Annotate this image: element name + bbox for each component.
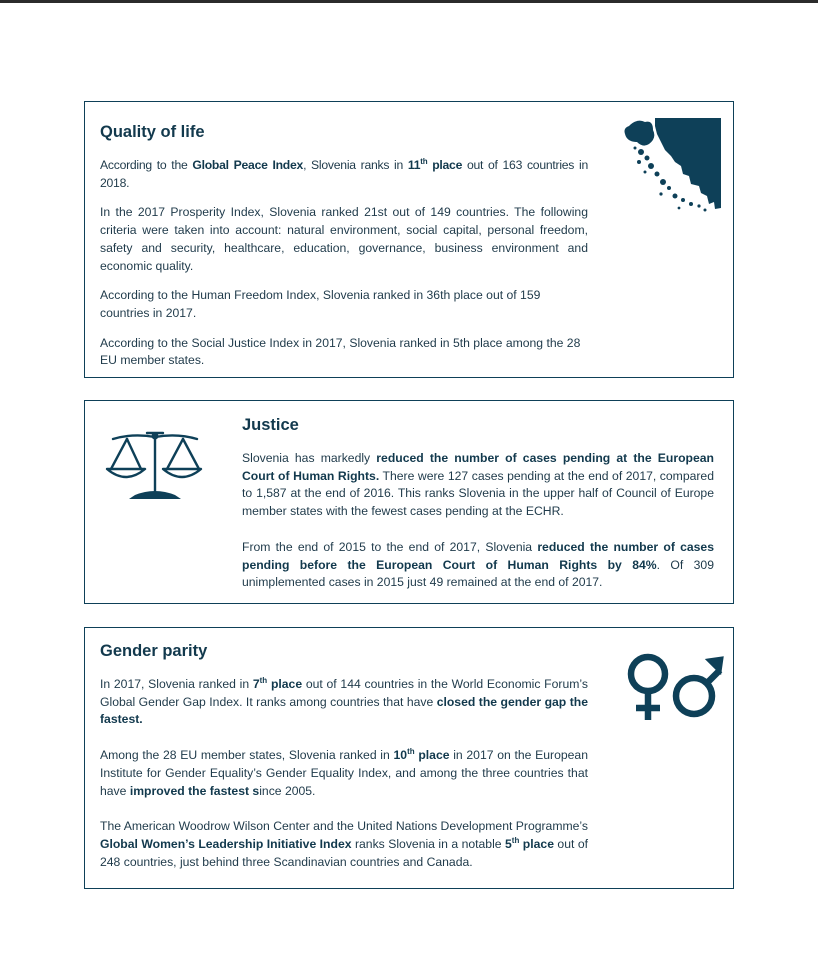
slovenia-map-icon bbox=[617, 116, 723, 214]
gender-text bbox=[100, 676, 588, 871]
scales-icon bbox=[105, 429, 205, 503]
quality-p4: According to the Social Justice Index in 2017, Slovenia ranked in 5th place among the 28 EU member states. bbox=[100, 335, 581, 368]
gender-title: Gender parity bbox=[100, 642, 208, 660]
quality-of-life-box bbox=[84, 101, 734, 378]
quality-p1: According to the Global Peace Index, Slovenia ranks in 11th place out of 163 countries in 2018. bbox=[100, 156, 588, 190]
justice-title: Justice bbox=[242, 416, 299, 434]
gender-symbols-icon bbox=[626, 650, 726, 724]
gender-p3: The American Woodrow Wilson Center and the United Nations Development Programme’s Global Women’s Leadership Initiative Index ranks Slovenia in a notable 5th place out of 248 countries, just behind three Scandinavian countries and Canada. bbox=[100, 819, 588, 869]
justice-box bbox=[84, 400, 734, 604]
justice-p1: Slovenia has markedly reduced the number of cases pending at the European Court of Human Rights. There were 127 cases pending at the end of 2017, compared to 1,587 at the end of 2016. This ranks Slovenia in the upper half of Council of Europe member states with the fewest cases pending at the ECHR. bbox=[242, 451, 714, 519]
quality-p2: In the 2017 Prosperity Index, Slovenia ranked 21st out of 149 countries. The following criteria were taken into account: natural environment, social capital, personal freedom, safety and security, healthcare, education, governance, business environment and economic quality. bbox=[100, 205, 588, 273]
justice-p2: From the end of 2015 to the end of 2017, Slovenia reduced the number of cases pending before the European Court of Human Rights by 84%. Of 309 unimplemented cases in 2015 just 49 remained at the end of 2017. bbox=[242, 539, 714, 590]
justice-text bbox=[242, 450, 714, 592]
quality-title: Quality of life bbox=[100, 123, 205, 141]
quality-p3: According to the Human Freedom Index, Slovenia ranked in 36th place out of 159 countries in 2017. bbox=[100, 288, 541, 320]
gender-p1: In 2017, Slovenia ranked in 7th place out of 144 countries in the World Economic Forum’s Global Gender Gap Index. It ranks among countries that have closed the gender gap the fastest. bbox=[100, 675, 588, 727]
quality-text bbox=[100, 157, 588, 370]
gender-parity-box bbox=[84, 627, 734, 889]
gender-p2: Among the 28 EU member states, Slovenia ranked in 10th place in 2017 on the European Institute for Gender Equality’s Gender Equality Index, and among the three countries that have improved the fastest since 2005. bbox=[100, 747, 588, 798]
top-rule bbox=[0, 0, 818, 3]
